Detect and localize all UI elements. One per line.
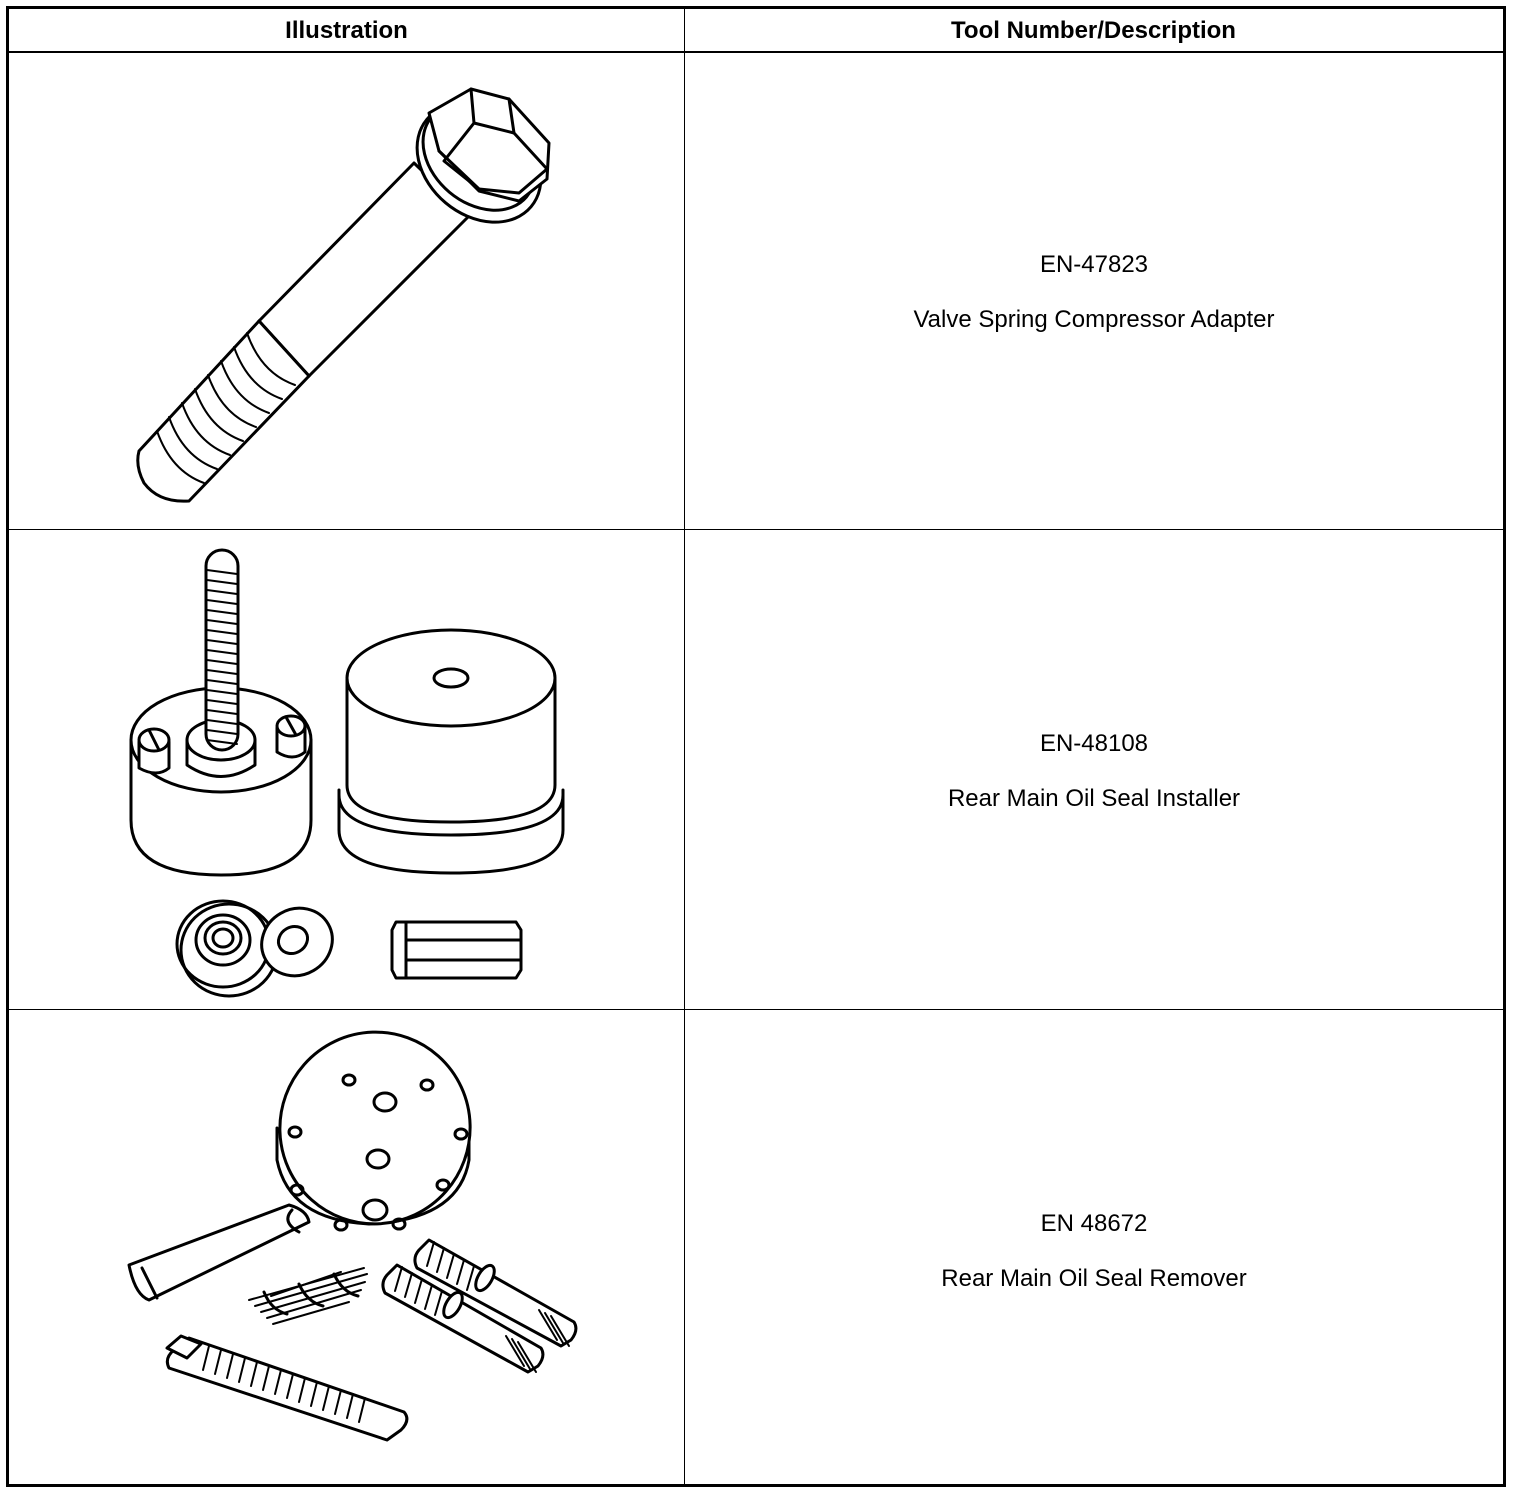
- description-cell: [685, 51, 1503, 529]
- illustration-cell: [9, 51, 684, 529]
- tool-description: Rear Main Oil Seal Remover: [941, 1265, 1247, 1292]
- seal-remover-kit-icon: [9, 1010, 684, 1484]
- table-row: [9, 1010, 1503, 1484]
- tool-number: EN 48672: [1040, 1210, 1148, 1237]
- tool-description: Rear Main Oil Seal Installer: [947, 785, 1241, 812]
- table-row: [9, 51, 1503, 530]
- illustration-cell: [9, 1010, 684, 1484]
- table-header-row: [9, 9, 1503, 53]
- header-illustration: Illustration: [285, 17, 408, 44]
- tool-number: EN-47823: [1039, 251, 1149, 278]
- table-row: [9, 530, 1503, 1010]
- special-tools-table: [6, 6, 1506, 1487]
- seal-installer-kit-icon: [9, 530, 684, 1009]
- description-cell: [685, 530, 1503, 1009]
- illustration-cell: [9, 530, 684, 1009]
- flange-bolt-adapter-icon: [9, 51, 684, 529]
- tool-description: Valve Spring Compressor Adapter: [913, 306, 1275, 333]
- description-cell: [685, 1010, 1503, 1484]
- tool-number: EN-48108: [1039, 730, 1149, 757]
- header-tool-number-description: Tool Number/Description: [951, 17, 1236, 44]
